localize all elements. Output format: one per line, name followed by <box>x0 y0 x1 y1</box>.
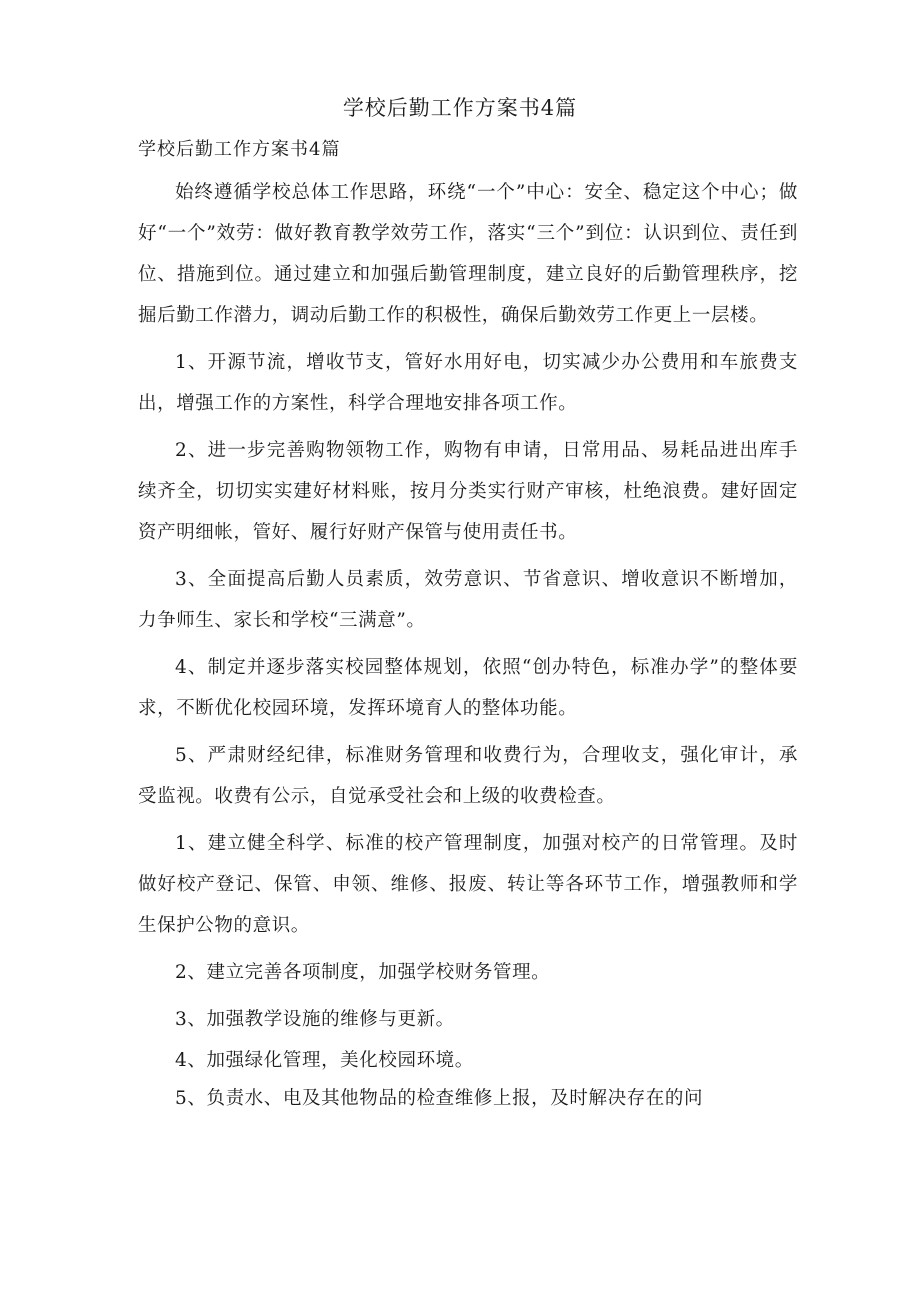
paragraph-item: 1、建立健全科学、标准的校产管理制度，加强对校产的日常管理。及时做好校产登记、保管、申领、维修、报废、转让等各环节工作，增强教师和学生保护公物的意识。 <box>138 833 798 936</box>
document-subtitle: 学校后勤工作方案书4篇 <box>138 139 341 160</box>
paragraph-item: 4、制定并逐步落实校园整体规划，依照“创办特色，标准办学”的整体要求，不断优化校园环境，发挥环境育人的整体功能。 <box>138 657 798 719</box>
paragraph-item: 5、负责水、电及其他物品的检查维修上报，及时解决存在的问 <box>175 1088 704 1109</box>
paragraph-item: 1、开源节流，增收节支，管好水用好电，切实减少办公费用和车旅费支出，增强工作的方案性，科学合理地安排各项工作。 <box>138 352 798 414</box>
document-body <box>138 172 798 1125</box>
paragraph-item: 3、全面提高后勤人员素质，效劳意识、节省意识、增收意识不断增加，力争师生、家长和学校“三满意”。 <box>138 569 798 631</box>
document-title: 学校后勤工作方案书4篇 <box>342 96 578 120</box>
paragraph-item: 5、严肃财经纪律，标准财务管理和收费行为，合理收支，强化审计，承受监视。收费有公示，自觉承受社会和上级的收费检查。 <box>138 745 798 807</box>
paragraph-item: 4、加强绿化管理，美化校园环境。 <box>175 1050 474 1071</box>
paragraph-intro: 始终遵循学校总体工作思路，环绕“一个”中心：安全、稳定这个中心；做好“一个”效劳：做好教育教学效劳工作，落实“三个”到位：认识到位、责任到位、措施到位。通过建立和加强后勤管理制度，建立良好的后勤管理秩序，挖掘后勤工作潜力，调动后勤工作的积极性，确保后勤效劳工作更上一层楼。 <box>138 182 798 326</box>
paragraph-item: 2、进一步完善购物领物工作，购物有申请，日常用品、易耗品进出库手续齐全，切切实实建好材料账，按月分类实行财产审核，杜绝浪费。建好固定资产明细帐，管好、履行好财产保管与使用责任书。 <box>138 440 798 543</box>
paragraph-item: 3、加强教学设施的维修与更新。 <box>175 1009 455 1030</box>
paragraph-item: 2、建立完善各项制度，加强学校财务管理。 <box>175 962 551 983</box>
